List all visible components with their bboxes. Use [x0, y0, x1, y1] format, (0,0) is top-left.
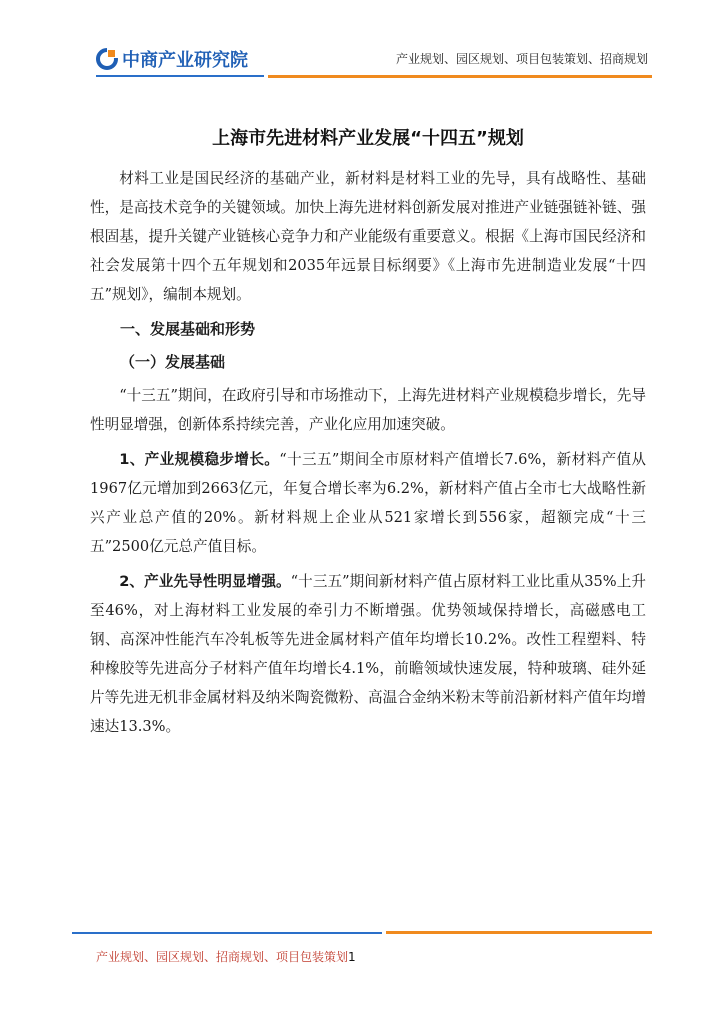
header-tagline: 产业规划、园区规划、项目包装策划、招商规划 [395, 52, 648, 66]
item-2-lead: 2、产业先导性明显增强。 [119, 573, 291, 590]
item-2-paragraph [90, 567, 646, 741]
page-footer [96, 948, 356, 965]
page-number: 1 [348, 950, 356, 964]
item-1-text: “十三五”期间全市原材料产值增长7.6%，新材料产值从1967亿元增加到2663亿元，年复合增长率为6.2%，新材料产值占全市七大战略性新兴产业总产值的20%。新材料规上企业从521家增长到556家，超额完成“十三五”2500亿元总产值目标。 [90, 451, 647, 555]
subsection-heading: （一）发展基础 [120, 353, 226, 371]
footer-divider-orange [386, 931, 652, 934]
item-2-text: “十三五”期间新材料产值占原材料工业比重从35%上升至46%，对上海材料工业发展的牵引力不断增强。优势领域保持增长，高磁感电工钢、高深冲性能汽车冷轧板等先进金属材料产值年均增长10.2%。改性工程塑料、特种橡胶等先进高分子材料产值年均增长4.1%，前瞻领域快速发展，特种玻璃、硅外延片等先进无机非金属材料及纳米陶瓷微粉、高温合金纳米粉末等前沿新材料产值年均增速达13.3%。 [90, 573, 646, 735]
logo [96, 46, 248, 72]
item-1-paragraph [90, 445, 646, 561]
section-heading: 一、发展基础和形势 [120, 320, 256, 338]
document-body [90, 124, 646, 741]
intro-paragraph: 材料工业是国民经济的基础产业，新材料是材料工业的先导，具有战略性、基础性，是高技术竞争的关键领域。加快上海先进材料创新发展对推进产业链强链补链、强根固基，提升关键产业链核心竞争力和产业能级有重要意义。根据《上海市国民经济和社会发展第十四个五年规划和2035年远景目标纲要》《上海市先进制造业发展“十四五”规划》，编制本规划。 [90, 170, 646, 303]
page-header [0, 0, 724, 80]
development-paragraph: “十三五”期间，在政府引导和市场推动下，上海先进材料产业规模稳步增长，先导性明显增强，创新体系持续完善，产业化应用加速突破。 [90, 387, 646, 433]
footer-tagline: 产业规划、园区规划、招商规划、项目包装策划 [96, 950, 349, 964]
footer-divider-blue [72, 932, 382, 934]
company-logo-icon [96, 48, 118, 70]
header-divider-blue [96, 75, 264, 77]
document-title: 上海市先进材料产业发展“十四五”规划 [212, 128, 524, 149]
header-divider-orange [268, 75, 652, 78]
logo-text: 中商产业研究院 [122, 50, 248, 71]
item-1-lead: 1、产业规模稳步增长。 [119, 451, 280, 468]
